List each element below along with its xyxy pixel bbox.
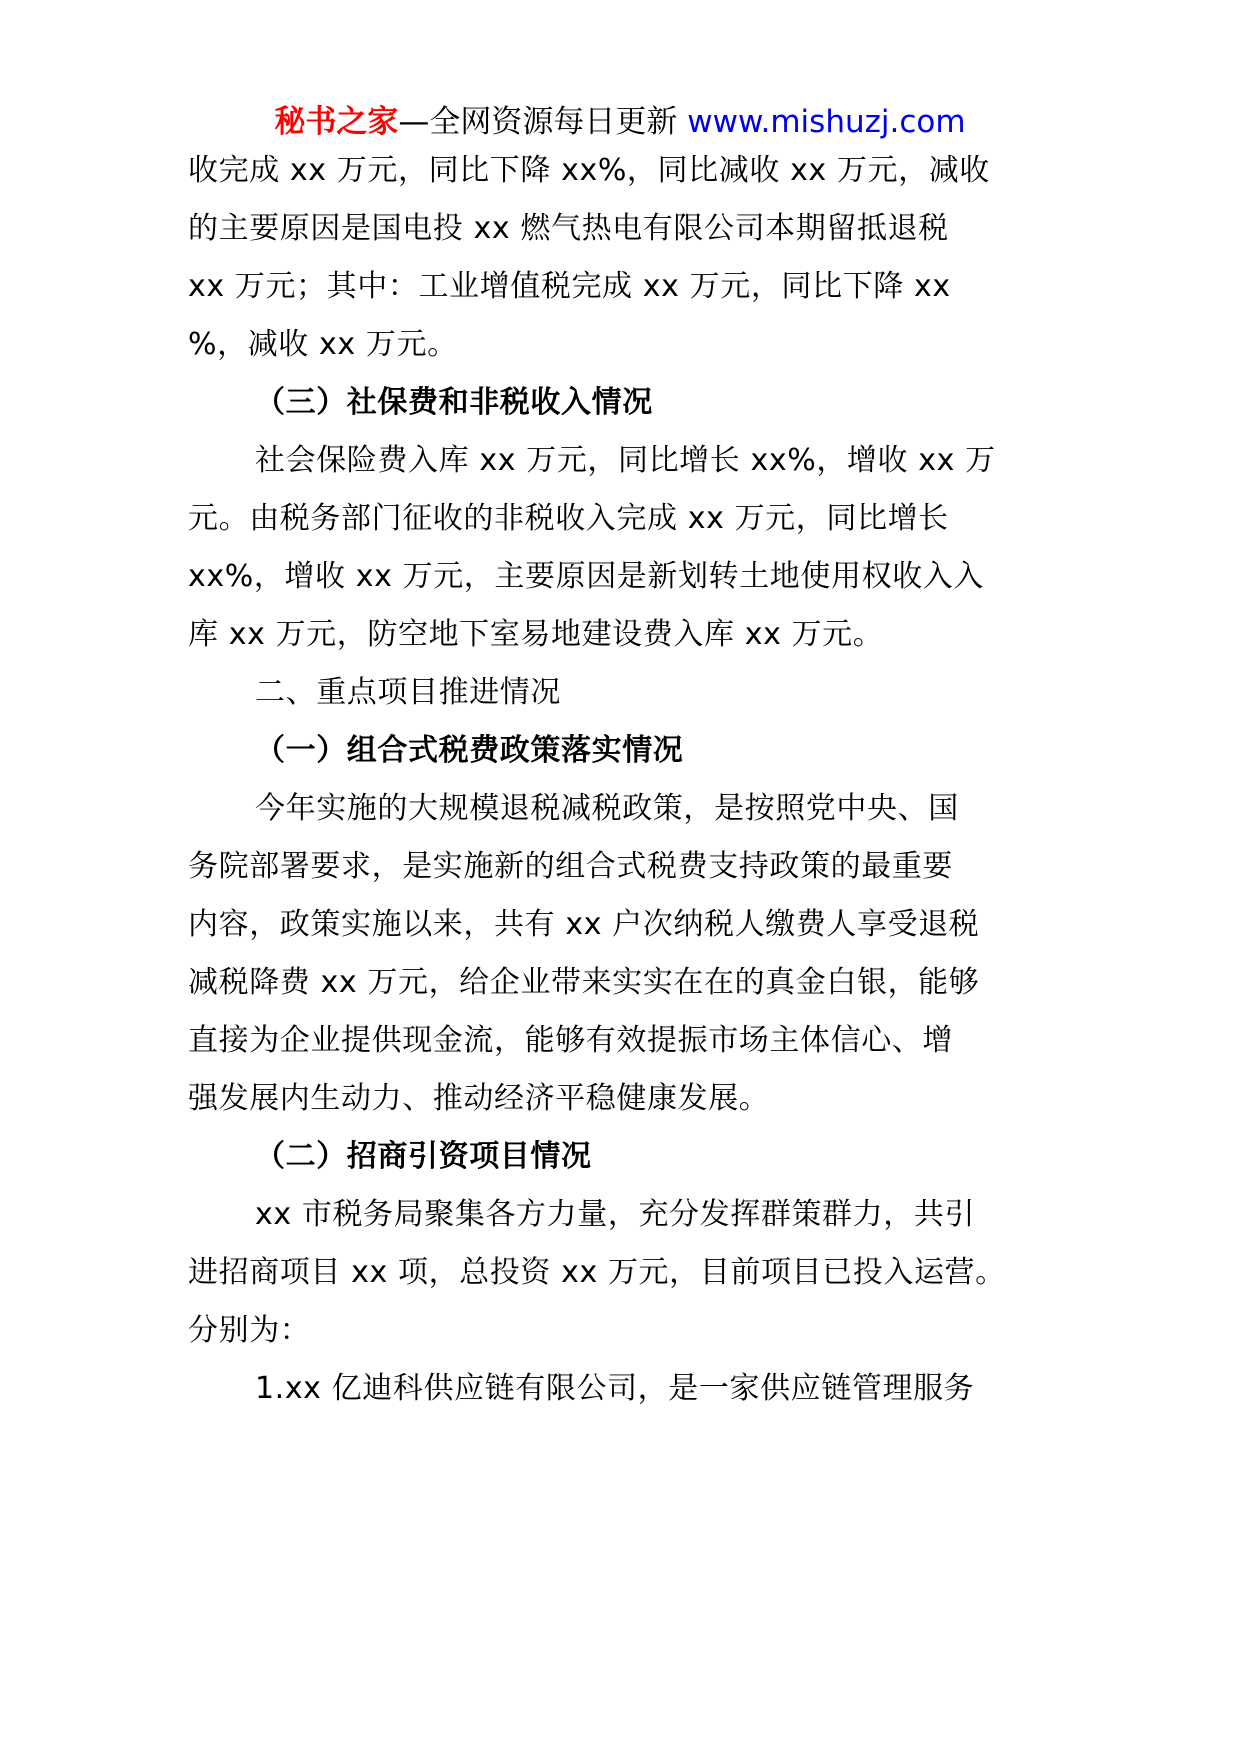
- paragraph-line: xx 市税务局聚集各方力量，充分发挥群策群力，共引: [255, 1197, 976, 1232]
- paragraph-line: %，减收 xx 万元。: [188, 327, 458, 362]
- banner-tagline: —全网资源每日更新: [398, 104, 688, 140]
- paragraph-line: 社会保险费入库 xx 万元，同比增长 xx%，增收 xx 万: [255, 443, 996, 478]
- paragraph-line: 内容，政策实施以来，共有 xx 户次纳税人缴费人享受退税: [188, 907, 980, 942]
- site-link[interactable]: www.mishuzj.com: [687, 104, 966, 140]
- brand-name: 秘书之家: [274, 104, 399, 140]
- paragraph-line: 进招商项目 xx 项，总投资 xx 万元，目前项目已投入运营。: [188, 1255, 1006, 1290]
- paragraph-line: 分别为：: [188, 1313, 311, 1348]
- paragraph-line: 减税降费 xx 万元，给企业带来实实在在的真金白银，能够: [188, 965, 980, 1000]
- section-heading-2: （二）招商引资项目情况: [255, 1139, 592, 1174]
- paragraph-line: 直接为企业提供现金流，能够有效提振市场主体信心、增: [188, 1023, 953, 1058]
- paragraph-line: 收完成 xx 万元，同比下降 xx%，同比减收 xx 万元，减收: [188, 153, 990, 188]
- paragraph-line: xx%，增收 xx 万元，主要原因是新划转土地使用权收入入: [188, 559, 984, 594]
- site-banner: [0, 102, 1240, 142]
- paragraph-line: 强发展内生动力、推动经济平稳健康发展。: [188, 1081, 770, 1116]
- paragraph-line: 的主要原因是国电投 xx 燃气热电有限公司本期留抵退税: [188, 211, 949, 246]
- list-item: 1.xx 亿迪科供应链有限公司，是一家供应链管理服务: [255, 1371, 975, 1406]
- section-heading-3: （三）社保费和非税收入情况: [255, 385, 653, 420]
- paragraph-line: 库 xx 万元，防空地下室易地建设费入库 xx 万元。: [188, 617, 884, 652]
- paragraph-line: 务院部署要求，是实施新的组合式税费支持政策的最重要: [188, 849, 953, 884]
- section-heading-1: （一）组合式税费政策落实情况: [255, 733, 684, 768]
- paragraph-line: 今年实施的大规模退税减税政策，是按照党中央、国: [255, 791, 959, 826]
- chapter-heading-2: 二、重点项目推进情况: [255, 675, 561, 710]
- paragraph-line: 元。由税务部门征收的非税收入完成 xx 万元，同比增长: [188, 501, 949, 536]
- paragraph-line: xx 万元；其中：工业增值税完成 xx 万元，同比下降 xx: [188, 269, 951, 304]
